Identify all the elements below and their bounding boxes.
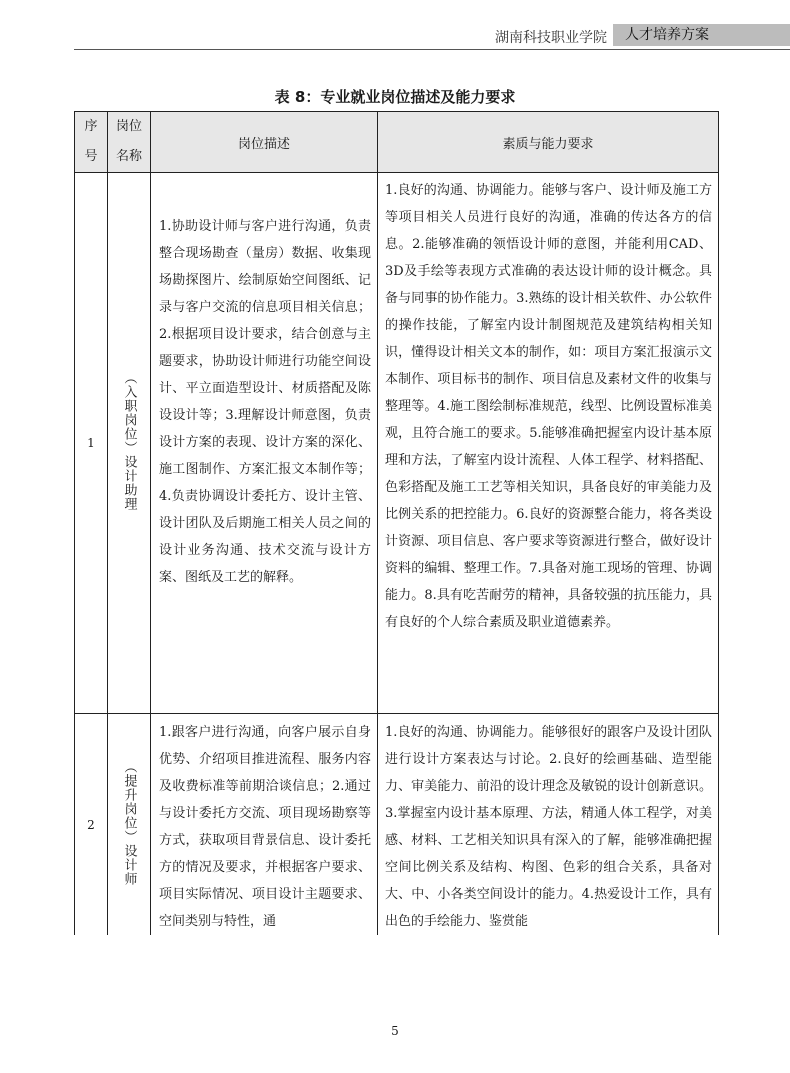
row-title: （提升岗位）设计师 — [121, 759, 137, 886]
row-title: （入职岗位）设计助理 — [121, 371, 137, 511]
header-title — [108, 112, 151, 173]
header-title-line-2: 名称 — [115, 149, 142, 164]
table-row — [75, 714, 719, 936]
header-index — [75, 112, 108, 173]
page-number: 5 — [391, 1024, 399, 1038]
header-index-line-1: 序 — [84, 119, 98, 134]
header-description: 岗位描述 — [151, 112, 378, 173]
job-description-table — [74, 111, 719, 935]
row-index: 1 — [75, 173, 108, 714]
row-description: 1.跟客户进行沟通，向客户展示自身优势、介绍项目推进流程、服务内容及收费标准等前期洽谈信息；2.通过与设计委托方交流、项目现场勘察等方式，获取项目背景信息、设计委托方的情况及要求，并根据客户要求、项目实际情况、项目设计主题要求、空间类别与特性，通 — [151, 714, 378, 936]
row-title-cell — [108, 173, 151, 714]
header-rule — [74, 49, 790, 50]
document-tag: 人才培养方案 — [613, 24, 790, 46]
row-requirements: 1.良好的沟通、协调能力。能够与客户、设计师及施工方等项目相关人员进行良好的沟通，准确的传达各方的信息。2.能够准确的领悟设计师的意图，并能利用CAD、3D及手绘等表现方式准确的表达设计师的设计概念。具备与同事的协作能力。3.熟练的设计相关软件、办公软件的操作技能，了解室内设计制图规范及建筑结构相关知识，懂得设计相关文本的制作，如：项目方案汇报演示文本制作、项目标书的制作、项目信息及素材文件的收集与整理等。4.施工图绘制标准规范，线型、比例设置标准美观，且符合施工的要求。5.能够准确把握室内设计基本原理和方法，了解室内设计流程、人体工程学、材料搭配、色彩搭配及施工工艺等相关知识，具备良好的审美能力及比例关系的把控能力。6.良好的资源整合能力，将各类设计资源、项目信息、客户要求等资源进行整合，做好设计资料的编辑、整理工作。7.具备对施工现场的管理、协调能力。8.具有吃苦耐劳的精神，具备较强的抗压能力，具有良好的个人综合素质及职业道德素养。 — [378, 173, 719, 714]
page-header — [0, 0, 790, 50]
table-row — [75, 173, 719, 714]
school-name: 湖南科技职业学院 — [495, 30, 607, 46]
header-requirements: 素质与能力要求 — [378, 112, 719, 173]
table-caption: 表 8：专业就业岗位描述及能力要求 — [274, 88, 516, 106]
row-requirements: 1.良好的沟通、协调能力。能够很好的跟客户及设计团队进行设计方案表达与讨论。2.良好的绘画基础、造型能力、审美能力、前沿的设计理念及敏锐的设计创新意识。3.掌握室内设计基本原理、方法，精通人体工程学，对美感、材料、工艺相关知识具有深入的了解，能够准确把握空间比例关系及结构、构图、色彩的组合关系，具备对大、中、小各类空间设计的能力。4.热爱设计工作，具有出色的手绘能力、鉴赏能 — [378, 714, 719, 936]
header-title-line-1: 岗位 — [115, 119, 142, 134]
row-description: 1.协助设计师与客户进行沟通，负责整合现场勘查（量房）数据、收集现场勘探图片、绘制原始空间图纸、记录与客户交流的信息项目相关信息；2.根据项目设计要求，结合创意与主题要求，协助设计师进行功能空间设计、平立面造型设计、材质搭配及陈设设计等；3.理解设计师意图，负责设计方案的表现、设计方案的深化、施工图制作、方案汇报文本制作等；4.负责协调设计委托方、设计主管、设计团队及后期施工相关人员之间的设计业务沟通、技术交流与设计方案、图纸及工艺的解释。 — [151, 173, 378, 714]
header-index-line-2: 号 — [84, 149, 98, 164]
row-title-cell — [108, 714, 151, 936]
row-index: 2 — [75, 714, 108, 936]
table-header-row — [75, 112, 719, 173]
